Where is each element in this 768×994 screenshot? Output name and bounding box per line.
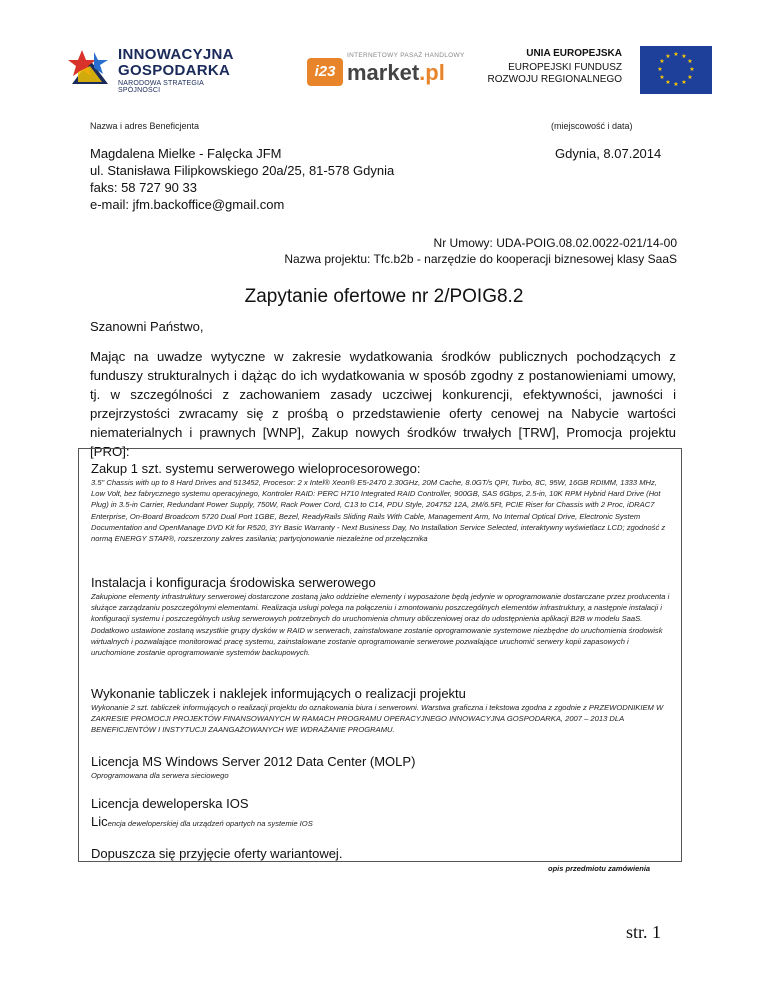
item-description-row — [91, 813, 671, 831]
item-heading: Zakup 1 szt. systemu serwerowego wieloprocesorowego: — [91, 461, 421, 476]
item-description: encja deweloperskiej dla urządzeń opartych na systemie IOS — [107, 819, 313, 828]
beneficiary-address — [90, 145, 394, 213]
ig-star-icon — [68, 46, 112, 88]
svg-text:★: ★ — [681, 79, 687, 86]
svg-text:★: ★ — [681, 53, 687, 60]
project-name: Nazwa projektu: Tfc.b2b - narzędzie do kooperacji biznesowej klasy SaaS — [284, 252, 677, 266]
item-installation — [91, 575, 671, 658]
variant-note-text: Dopuszcza się przyjęcie oferty wariantowej. — [91, 846, 343, 861]
place-date: Gdynia, 8.07.2014 — [555, 146, 662, 161]
market-badge: i23 — [307, 58, 343, 86]
beneficiary-label: Nazwa i adres Beneficjenta — [90, 121, 200, 131]
item-signage — [91, 686, 671, 736]
item-heading: Instalacja i konfiguracja środowiska serwerowego — [91, 575, 376, 590]
item-description: Zakupione elementy infrastruktury serwerowej dostarczone zostaną jako oddzielne elementy i wyposażone będą jedynie w oprogramowanie dostarczane przez producenta i służące zarządzaniu poszczególnymi elementami. Realizacja usługi polega na połączeniu i zmontowaniu poszczególnych elementów infrastruktury, a następnie instalacji i konfiguracji systemu i poszczególnych usług serwerowych potrzebnych do uruchomienia chmury obliczeniowej oraz do udostępnienia aplikacji B2B w modelu SaaS. Dodatkowo ustawione zostaną wszystkie grupy dysków w RAID w serwerach, zainstalowane zostanie oprogramowanie systemowe niezbędne do uruchomienia środowisk wirtualnych i pozwalające monitorować pracę systemu, zainstalowane zostanie oprogramowanie serwerowe pozwalające uruchomić serwery kopii zapasowych i uruchomione zostanie oprogramowanie systemów backupowych. — [91, 592, 670, 658]
item-description: Wykonanie 2 szt. tabliczek informujących o realizacji projektu do oznakowania biura i serwerowni. Warstwa graficzna i tekstowa zgodna z zgodnie z PRZEWODNIKIEM W ZAKRESIE PROMOCJI PROJEKTÓW FINANSOWANYCH W RAMACH PROGRAMU OPERACYJNEGO INNOWACYJNA GOSPODARKA, 2007 – 2013 DLA BENEFICJENTÓW I INSTYTUCJI ZAANGAŻOWANYCH WE WDRAŻANIE PROGRAMU. — [91, 703, 664, 735]
market-name: market — [347, 60, 420, 85]
svg-text:★: ★ — [673, 51, 679, 58]
svg-text:★: ★ — [665, 53, 671, 60]
eu-logo-line1: UNIA EUROPEJSKA — [526, 48, 622, 59]
greeting: Szanowni Państwo, — [90, 319, 204, 334]
innowacyjna-gospodarka-logo — [68, 44, 243, 94]
svg-text:★: ★ — [657, 66, 663, 73]
item-description-prefix: Lic — [91, 814, 108, 829]
svg-text:★: ★ — [687, 58, 693, 65]
address-line: faks: 58 727 90 33 — [90, 180, 197, 195]
item-heading: Licencja MS Windows Server 2012 Data Center (MOLP) — [91, 754, 416, 769]
svg-text:★: ★ — [689, 66, 695, 73]
item-windows-license — [91, 754, 671, 781]
address-line: ul. Stanisława Filipkowskiego 20a/25, 81-578 Gdynia — [90, 163, 395, 178]
footer-note: opis przedmiotu zamówienia — [548, 864, 651, 873]
market-tld: .pl — [419, 60, 445, 85]
eu-logo-line3: ROZWOJU REGIONALNEGO — [487, 74, 622, 85]
market-tagline: INTERNETOWY PASAŻ HANDLOWY — [347, 52, 465, 59]
ig-logo-line3: NARODOWA STRATEGIA SPÓJNOŚCI — [118, 80, 204, 94]
market-logo — [307, 52, 479, 92]
market-wordmark — [347, 60, 445, 86]
ig-logo-line2: GOSPODARKA — [118, 62, 231, 79]
place-date-label: (miejscowość i data) — [551, 121, 633, 131]
item-ios-license — [91, 796, 671, 831]
eu-logo — [487, 46, 718, 92]
document-title: Zapytanie ofertowe nr 2/POIG8.2 — [244, 286, 524, 307]
intro-paragraph: Mając na uwadze wytyczne w zakresie wydatkowania środków publicznych pochodzących z funduszy strukturalnych i dążąc do ich wydatkowania w sposób zgodny z postanowieniami umowy, tj. w szczególności z zachowaniem zasady uczciwej konkurencji, efektywności, jawności i przejrzystości zwracamy się z prośbą o przedstawienie oferty cenowej na Nabycie wartości niematerialnych i prawnych [WNP], Zakup nowych środków trwałych [TRW], Promocja projektu [PRO]: — [90, 349, 676, 459]
page-number: str. 1 — [626, 922, 662, 942]
svg-text:★: ★ — [687, 74, 693, 81]
svg-text:★: ★ — [659, 74, 665, 81]
item-description: 3.5" Chassis with up to 8 Hard Drives and 513452, Procesor: 2 x Intel® Xeon® E5-2470 2.30GHz, 20M Cache, 8.0GT/s QPI, Turbo, 8C, 95W, 16GB RDIMM, 1333 MHz, Low Volt, bez fabrycznego systemu operacyjnego, Kontroler RAID: PERC H710 Integrated RAID Controller, 900GB, SAS 6Gbps, 2.5-in, 10K RPM Hybrid Hard Drive (Hot Plug) in 3.5-in Carrier, Redundant Power Supply, 750W, Rack Power Cord, C13 to C14, PDU Style, 204752 12A, 2M/6.5Ft, PCIE Riser for Chassis with 2 Proc, iDRAC7 Enterprise, On-Board Broadcom 5720 Dual Port 1GBE, Bezel, ReadyRails Sliding Rails With Cable, Management Arm, No Internal Optical Drive, Electronic System Documentation and OpenManage DVD Kit for R520, 3Yr Basic Warranty - Next Business Day, No Installation Service Selected, interaktywny wyświetlacz LCD; zgodność z normą ENERGY STAR®, rozszerzony zakres zasilania; partycjonowanie niezależne od przełącznika — [91, 478, 666, 544]
address-line: e-mail: jfm.backoffice@gmail.com — [90, 197, 285, 212]
svg-text:★: ★ — [665, 79, 671, 86]
item-heading: Licencja deweloperska IOS — [91, 796, 249, 811]
eu-logo-line2: EUROPEJSKI FUNDUSZ — [508, 62, 622, 73]
item-server — [91, 461, 671, 544]
ig-logo-line1: INNOWACYJNA — [118, 46, 234, 63]
eu-flag-icon — [640, 46, 712, 94]
agreement-number: Nr Umowy: UDA-POIG.08.02.0022-021/14-00 — [433, 236, 677, 250]
variant-note — [91, 846, 671, 861]
item-description: Oprogramowana dla serwera sieciowego — [91, 771, 229, 780]
svg-text:★: ★ — [673, 81, 679, 88]
item-heading: Wykonanie tabliczek i naklejek informujących o realizacji projektu — [91, 686, 466, 701]
svg-text:★: ★ — [659, 58, 665, 65]
address-line: Magdalena Mielke - Falęcka JFM — [90, 146, 282, 161]
order-items-box — [78, 448, 682, 862]
